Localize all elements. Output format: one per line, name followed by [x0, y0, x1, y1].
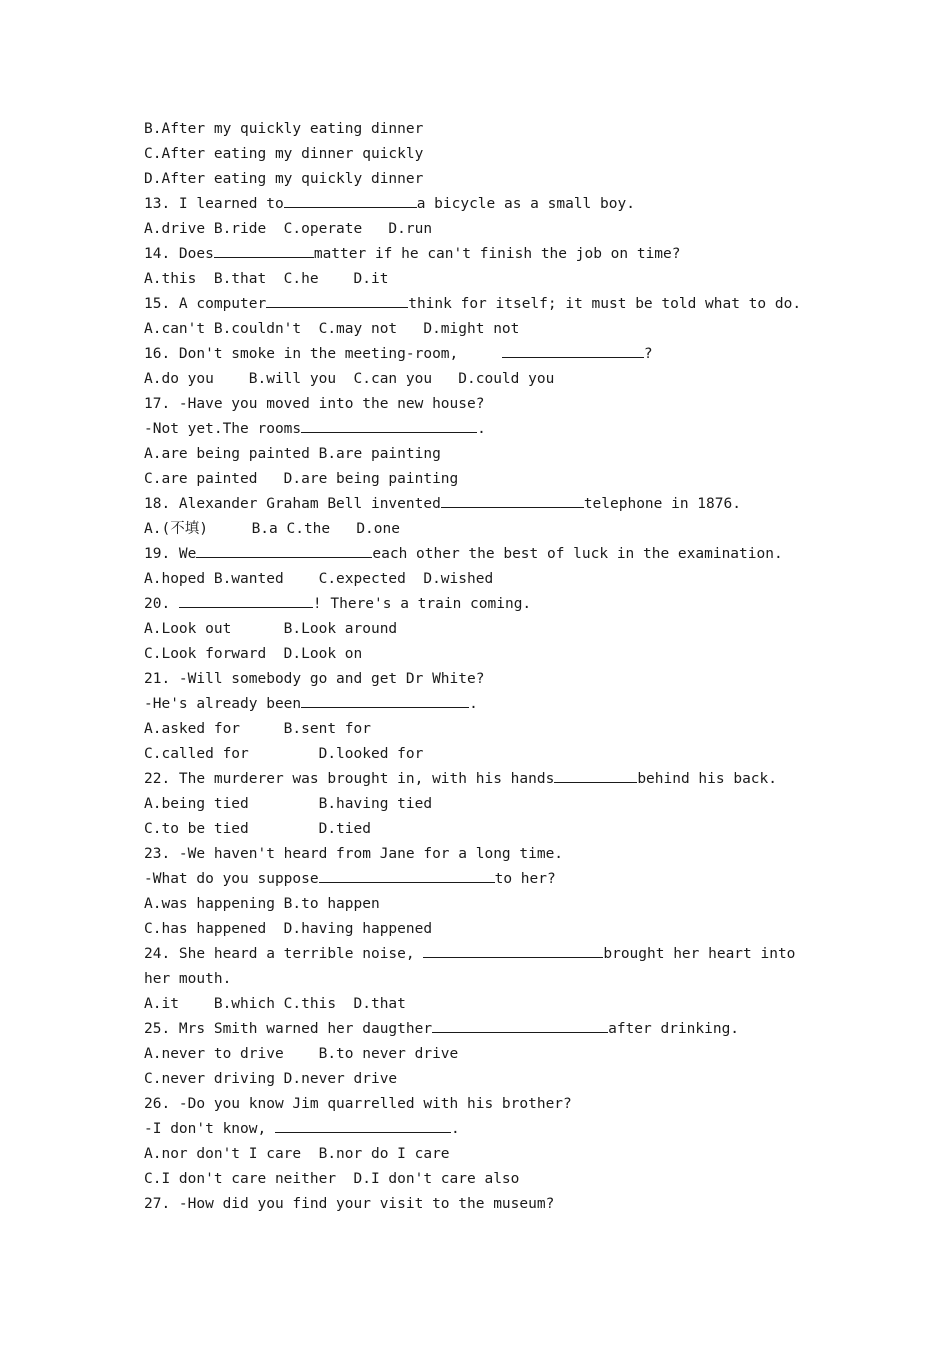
options-14: A.this B.that C.he D.it	[144, 271, 389, 287]
option-line: C.After eating my dinner quickly	[144, 146, 424, 162]
question-24-cont: her mouth.	[144, 971, 232, 987]
option-line: D.After eating my quickly dinner	[144, 171, 424, 187]
question-21: 21. -Will somebody go and get Dr White?	[144, 671, 485, 687]
options-17: A.are being painted B.are painting	[144, 446, 441, 462]
answer-blank	[284, 192, 417, 208]
question-23: 23. -We haven't heard from Jane for a long time.	[144, 846, 564, 862]
question-14: 14. Does matter if he can't finish the job on time?	[144, 242, 824, 267]
question-16: 16. Don't smoke in the meeting-room, ?	[144, 342, 824, 367]
answer-blank	[301, 417, 477, 433]
answer-blank	[423, 942, 603, 958]
question-26-reply: -I don't know, .	[144, 1117, 824, 1142]
options-22: A.being tied B.having tied	[144, 796, 433, 812]
question-18: 18. Alexander Graham Bell invented telephone in 1876.	[144, 492, 824, 517]
options-19: A.hoped B.wanted C.expected D.wished	[144, 571, 494, 587]
answer-blank	[266, 292, 408, 308]
options-23: C.has happened D.having happened	[144, 921, 433, 937]
options-15: A.can't B.couldn't C.may not D.might not	[144, 321, 520, 337]
options-21: A.asked for B.sent for	[144, 721, 371, 737]
question-13: 13. I learned to a bicycle as a small boy.	[144, 192, 824, 217]
question-22: 22. The murderer was brought in, with his hands behind his back.	[144, 767, 824, 792]
question-24: 24. She heard a terrible noise, brought her heart into	[144, 942, 824, 967]
answer-blank	[275, 1117, 451, 1133]
document-page	[144, 117, 824, 1217]
question-23-reply: -What do you suppose to her?	[144, 867, 824, 892]
question-19: 19. We each other the best of luck in the examination.	[144, 542, 824, 567]
question-26: 26. -Do you know Jim quarrelled with his brother?	[144, 1096, 572, 1112]
options-17: C.are painted D.are being painting	[144, 471, 459, 487]
options-20: C.Look forward D.Look on	[144, 646, 363, 662]
answer-blank	[502, 342, 644, 358]
options-22: C.to be tied D.tied	[144, 821, 371, 837]
answer-blank	[432, 1017, 608, 1033]
answer-blank	[301, 692, 469, 708]
option-line: B.After my quickly eating dinner	[144, 121, 424, 137]
options-13: A.drive B.ride C.operate D.run	[144, 221, 433, 237]
question-17-reply: -Not yet.The rooms .	[144, 417, 824, 442]
options-25: A.never to drive B.to never drive	[144, 1046, 459, 1062]
question-17: 17. -Have you moved into the new house?	[144, 396, 485, 412]
options-20: A.Look out B.Look around	[144, 621, 398, 637]
question-21-reply: -He's already been .	[144, 692, 824, 717]
options-26: A.nor don't I care B.nor do I care	[144, 1146, 450, 1162]
question-27: 27. -How did you find your visit to the museum?	[144, 1196, 555, 1212]
answer-blank	[179, 592, 313, 608]
options-21: C.called for D.looked for	[144, 746, 424, 762]
options-26: C.I don't care neither D.I don't care also	[144, 1171, 520, 1187]
answer-blank	[554, 767, 637, 783]
options-18: A.(不填) B.a C.the D.one	[144, 521, 400, 537]
options-23: A.was happening B.to happen	[144, 896, 380, 912]
question-25: 25. Mrs Smith warned her daugther after drinking.	[144, 1017, 824, 1042]
answer-blank	[319, 867, 495, 883]
question-20: 20. ! There's a train coming.	[144, 592, 824, 617]
options-24: A.it B.which C.this D.that	[144, 996, 406, 1012]
options-25: C.never driving D.never drive	[144, 1071, 398, 1087]
question-15: 15. A computer think for itself; it must be told what to do.	[144, 292, 824, 317]
answer-blank	[196, 542, 372, 558]
options-16: A.do you B.will you C.can you D.could you	[144, 371, 555, 387]
answer-blank	[441, 492, 584, 508]
answer-blank	[214, 242, 314, 258]
